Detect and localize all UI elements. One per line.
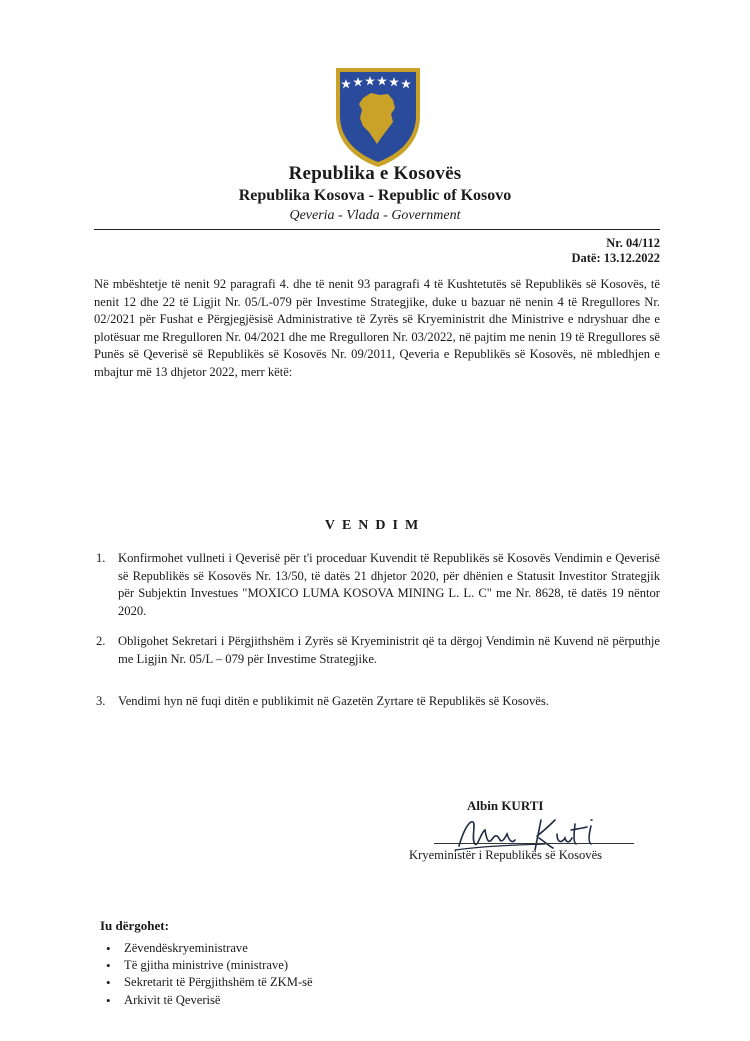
kosovo-coat-of-arms-icon: [333, 64, 423, 169]
decision-title: VENDIM: [324, 518, 426, 533]
list-item: • Sekretarit të Përgjithshëm të ZKM-së: [106, 974, 313, 991]
distribution-title: Iu dërgohet:: [100, 918, 169, 933]
list-item: • Të gjitha ministrive (ministrave): [106, 957, 313, 974]
decision-item-text: Vendimi hyn në fuqi ditën e publikimit në Gazetën Zyrtare të Republikës së Kosovës.: [118, 694, 549, 708]
signer-title: Kryeministër i Republikës së Kosovës: [409, 848, 603, 862]
document-number: Nr. 04/112: [606, 236, 660, 250]
signer-name: Albin KURTI: [467, 798, 544, 813]
document-date: Datë: 13.12.2022: [571, 251, 660, 265]
decision-item-number: 1.: [96, 551, 106, 565]
header-divider: [94, 229, 660, 230]
signature-line: [434, 843, 634, 844]
decision-item-number: 3.: [96, 694, 106, 708]
decision-item: [94, 550, 660, 620]
list-item: • Arkivit të Qeverisë: [106, 992, 313, 1009]
country-name-albanian: Republika e Kosovës: [288, 163, 462, 184]
decision-item: [94, 633, 660, 668]
decision-item-text: Konfirmohet vullneti i Qeverisë për t'i proceduar Kuvendit të Republikës së Kosovës Vendimin e Qeverisë së Republikës së Kosovës Nr. 13/50, të datës 21 dhjetor 2020, për dhënien e Statusit Investitor Strategjik për Subjektin Investues "MOXICO LUMA KOSOVA MINING L. L. C" me Nr. 8628, të datës 19 nëntor 2020.: [118, 551, 660, 618]
list-item: • Zëvendëskryeministrave: [106, 940, 313, 957]
decision-item-number: 2.: [96, 634, 106, 648]
decision-item: [94, 693, 660, 711]
government-label: Qeveria - Vlada - Government: [289, 208, 461, 223]
country-name-multilingual: Republika Kosova - Republic of Kosovo: [238, 187, 512, 204]
preamble-paragraph: Në mbështetje të nenit 92 paragrafi 4. dhe të nenit 93 paragrafi 4 të Kushtetutës së Republikës së Kosovës, të nenit 12 dhe 22 të Ligjit Nr. 05/L-079 për Investime Strategjike, duke u bazuar në nenin 4 të Rregullores Nr. 02/2021 për Fushat e Përgjegjësisë Administrative të Zyrës së Kryeministrit dhe Ministrive e ndryshuar dhe e plotësuar me Rregulloren Nr. 04/2021 dhe me Rregulloren Nr. 03/2022, në pajtim me nenin 19 të Rregullores së Punës së Qeverisë së Republikës së Kosovës Nr. 09/2011, Qeveria e Republikës së Kosovës, në mbledhjen e mbajtur më 13 dhjetor 2022, merr këtë:: [94, 277, 660, 379]
distribution-list: [106, 940, 313, 1009]
decision-item-text: Obligohet Sekretari i Përgjithshëm i Zyrës së Kryeministrit që ta dërgoj Vendimin në Kuvend në përputhje me Ligjin Nr. 05/L – 079 për Investime Strategjike.: [118, 634, 660, 666]
